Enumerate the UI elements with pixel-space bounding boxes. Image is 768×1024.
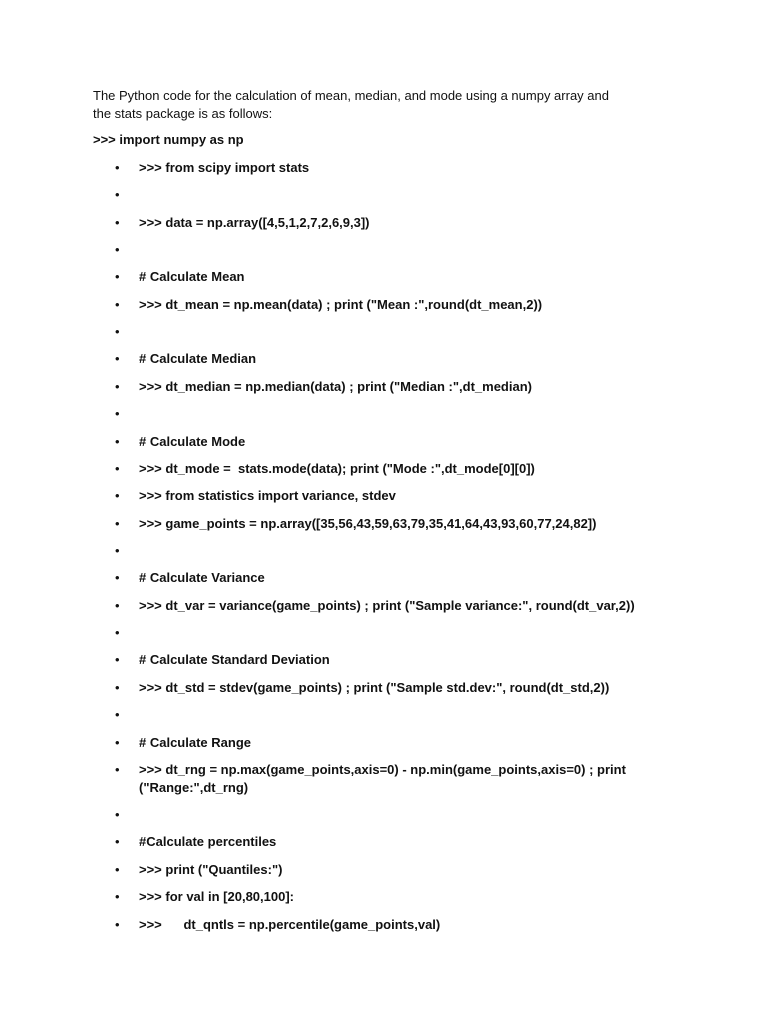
list-item [115, 679, 675, 697]
intro-line-1: The Python code for the calculation of mean, median, and mode using a numpy array and [93, 88, 609, 103]
list-item [115, 888, 675, 906]
code-line: >>> dt_var = variance(game_points) ; print ("Sample variance:", round(dt_var,2)) [139, 598, 635, 613]
bullet-icon: • [115, 680, 120, 695]
bullet-icon: • [115, 406, 120, 421]
bullet-icon: • [115, 242, 120, 257]
list-item [115, 268, 675, 286]
intro-line-2: the stats package is as follows: [93, 106, 273, 121]
bullet-icon: • [115, 297, 120, 312]
code-line: >>> dt_mean = np.mean(data) ; print ("Mean :",round(dt_mean,2)) [139, 297, 543, 312]
code-line: >>> dt_median = np.median(data) ; print ("Median :",dt_median) [139, 379, 532, 394]
bullet-icon: • [115, 807, 120, 822]
list-item [115, 806, 675, 824]
list-item [115, 542, 675, 560]
bullet-icon: • [115, 889, 120, 904]
list-item [115, 916, 675, 934]
code-line: >>> from scipy import stats [139, 160, 310, 175]
bullet-icon: • [115, 735, 120, 750]
list-item [115, 515, 675, 533]
bullet-icon: • [115, 269, 120, 284]
code-line [139, 706, 675, 724]
bullet-icon: • [115, 160, 120, 175]
list-item [115, 706, 675, 724]
list-item [115, 323, 675, 341]
bullet-icon: • [115, 434, 120, 449]
list-item [115, 734, 675, 752]
list-item [115, 761, 675, 797]
bullet-icon: • [115, 625, 120, 640]
code-line: >>> from statistics import variance, stdev [139, 488, 396, 503]
bullet-icon: • [115, 762, 120, 777]
code-line: # Calculate Standard Deviation [139, 652, 330, 667]
code-line: # Calculate Range [139, 735, 251, 750]
bullet-icon: • [115, 215, 120, 230]
bullet-icon: • [115, 570, 120, 585]
list-item [115, 378, 675, 396]
bullet-icon: • [115, 834, 120, 849]
bullet-icon: • [115, 324, 120, 339]
code-line: >>> dt_std = stdev(game_points) ; print ("Sample std.dev:", round(dt_std,2)) [139, 680, 610, 695]
bullet-icon: • [115, 862, 120, 877]
bullet-icon: • [115, 543, 120, 558]
list-item [115, 487, 675, 505]
code-line: #Calculate percentiles [139, 834, 277, 849]
code-line: >>> dt_qntls = np.percentile(game_points,val) [139, 917, 441, 932]
list-item [115, 214, 675, 232]
bullet-icon: • [115, 652, 120, 667]
bullet-icon: • [115, 707, 120, 722]
code-line: >>> for val in [20,80,100]: [139, 889, 294, 904]
list-item [115, 186, 675, 204]
code-line [139, 186, 675, 204]
code-line [139, 323, 675, 341]
code-line: >>> game_points = np.array([35,56,43,59,63,79,35,41,64,43,93,60,77,24,82]) [139, 516, 597, 531]
list-item [115, 405, 675, 423]
code-line [139, 624, 675, 642]
bullet-icon: • [115, 598, 120, 613]
list-item [115, 460, 675, 478]
list-item [115, 350, 675, 368]
code-line [139, 542, 675, 560]
list-item [115, 624, 675, 642]
list-item [115, 296, 675, 314]
list-item [115, 569, 675, 587]
list-item [115, 597, 675, 615]
code-line: # Calculate Mode [139, 434, 246, 449]
list-item [115, 833, 675, 851]
bullet-icon: • [115, 187, 120, 202]
list-item [115, 159, 675, 177]
code-line [139, 806, 675, 824]
bullet-icon: • [115, 351, 120, 366]
code-line: >>> dt_mode = stats.mode(data); print ("Mode :",dt_mode[0][0]) [139, 461, 535, 476]
list-item [115, 651, 675, 669]
code-line: # Calculate Mean [139, 269, 245, 284]
code-line: >>> dt_rng = np.max(game_points,axis=0) - np.min(game_points,axis=0) ; print ("Range:",dt_rng) [139, 762, 626, 795]
list-item [115, 433, 675, 451]
code-line: >>> data = np.array([4,5,1,2,7,2,6,9,3]) [139, 215, 370, 230]
import-numpy-line: >>> import numpy as np [93, 132, 244, 147]
bullet-icon: • [115, 379, 120, 394]
code-line: # Calculate Variance [139, 570, 265, 585]
bullet-icon: • [115, 461, 120, 476]
code-line [139, 405, 675, 423]
code-line: # Calculate Median [139, 351, 257, 366]
bullet-icon: • [115, 516, 120, 531]
bullet-icon: • [115, 488, 120, 503]
list-item [115, 861, 675, 879]
code-line [139, 241, 675, 259]
list-item [115, 241, 675, 259]
bullet-icon: • [115, 917, 120, 932]
code-line: >>> print ("Quantiles:") [139, 862, 283, 877]
